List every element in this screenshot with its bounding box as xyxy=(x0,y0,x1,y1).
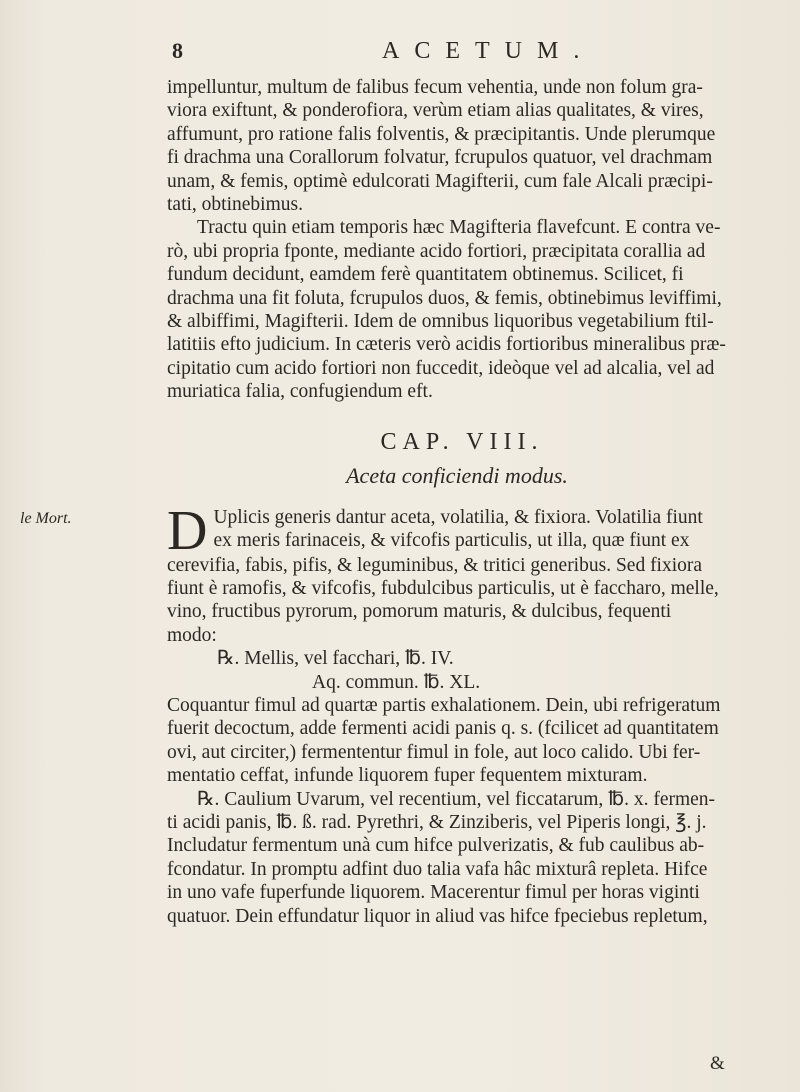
text-line: impelluntur, multum de falibus fecum vehentia, unde non folum gra- xyxy=(167,77,703,98)
chapter-heading: CAP. VIII. xyxy=(380,428,544,455)
recipe-line: ℞. Mellis, vel facchari, ℔. IV. xyxy=(217,648,454,670)
text-line: ovi, aut circiter,) fermententur fimul in fole, aut loco calido. Ubi fer- xyxy=(167,741,701,763)
paragraph-3 xyxy=(167,499,737,648)
text-line: modo: xyxy=(167,624,217,646)
drop-cap: D xyxy=(167,499,208,562)
text-line: Tractu quin etiam temporis hæc Magifteria flavefcunt. E contra ve- xyxy=(197,217,721,239)
text-line: ex meris farinaceis, & vifcofis particulis, ut illa, quæ fiunt ex xyxy=(213,529,690,551)
text-line: & albiffimi, Magifterii. Idem de omnibus liquoribus vegetabilium ftil- xyxy=(167,311,714,333)
text-line: affumunt, pro ratione falis folventis, & præcipitantis. Unde plerumque xyxy=(167,123,716,145)
page-header xyxy=(160,38,720,70)
catchword: & xyxy=(710,1053,725,1074)
text-line: fiunt è ramofis, & vifcofis, fubdulcibus particulis, ut è faccharo, melle, xyxy=(167,577,719,599)
text-line: fuerit decoctum, adde fermenti acidi panis q. s. (fcilicet ad quantitatem xyxy=(167,718,719,740)
text-line: Includatur fermentum unà cum hifce pulverizatis, & fub caulibus ab- xyxy=(167,835,705,857)
text-line: quatuor. Dein effundatur liquor in aliud vas hifce fpeciebus repletum, xyxy=(167,905,708,927)
text-line: mentatio ceffat, infunde liquorem fuper fequentem mixturam. xyxy=(167,765,648,787)
paragraph-4 xyxy=(167,694,737,788)
text-line: ti acidi panis, ℔. ß. rad. Pyrethri, & Zinziberis, vel Piperis longi, ℥. j. xyxy=(167,811,707,833)
text-line: Coquantur fimul ad quartæ partis exhalationem. Dein, ubi refrigeratum xyxy=(167,694,721,716)
text-line: latitiis efto judicium. In cæteris verò acidis fortioribus mineralibus præ- xyxy=(167,334,726,356)
text-line: cipitatio cum acido fortiori non fuccedit, ideòque vel ad alcalia, vel ad xyxy=(167,357,715,379)
text-line: fundum decidunt, eamdem ferè quantitatem obtinemus. Scilicet, fi xyxy=(167,264,684,286)
text-line: cerevifia, fabis, pifis, & leguminibus, & tritici generibus. Sed fixiora xyxy=(167,554,703,576)
text-line: Uplicis generis dantur aceta, volatilia, & fixiora. Volatilia fiunt xyxy=(213,506,703,528)
text-line: vino, fructibus pyrorum, pomorum maturis, & dulcibus, fequenti xyxy=(167,601,672,623)
text-line: drachma una fit foluta, fcrupulos duos, & femis, obtinebimus leviffimi, xyxy=(167,287,722,309)
body-text xyxy=(167,76,737,928)
paragraph-1 xyxy=(167,76,737,216)
chapter-title: Aceta conficiendi modus. xyxy=(346,463,568,489)
text-line: tati, obtinebimus. xyxy=(167,194,303,216)
text-line: fi drachma una Corallorum folvatur, fcrupulos quatuor, vel drachmam xyxy=(167,147,713,169)
recipe-block xyxy=(167,647,737,694)
page-number: 8 xyxy=(172,38,183,63)
recipe-line: Aq. commun. ℔. XL. xyxy=(312,671,481,693)
paragraph-5 xyxy=(167,788,737,928)
running-title: ACETUM. xyxy=(382,38,595,64)
text-line: fcondatur. In promptu adfint duo talia vafa hâc mixturâ repleta. Hifce xyxy=(167,858,708,880)
text-line: unam, & femis, optimè edulcorati Magifterii, cum fale Alcali præcipi- xyxy=(167,170,713,192)
text-line: ℞. Caulium Uvarum, vel recentium, vel ficcatarum, ℔. x. fermen- xyxy=(197,788,716,810)
text-line: in uno vafe fuperfunde liquorem. Macerentur fimul per horas viginti xyxy=(167,882,700,904)
text-line: viora exiftunt, & ponderofiora, verùm etiam alias qualitates, & vires, xyxy=(167,100,704,122)
paragraph-2 xyxy=(167,216,737,403)
margin-note: le Mort. xyxy=(20,510,72,527)
text-line: muriatica falia, confugiendum eft. xyxy=(167,381,433,403)
text-line: rò, ubi propria fponte, mediante acido fortiori, præcipitata corallia ad xyxy=(167,240,706,262)
